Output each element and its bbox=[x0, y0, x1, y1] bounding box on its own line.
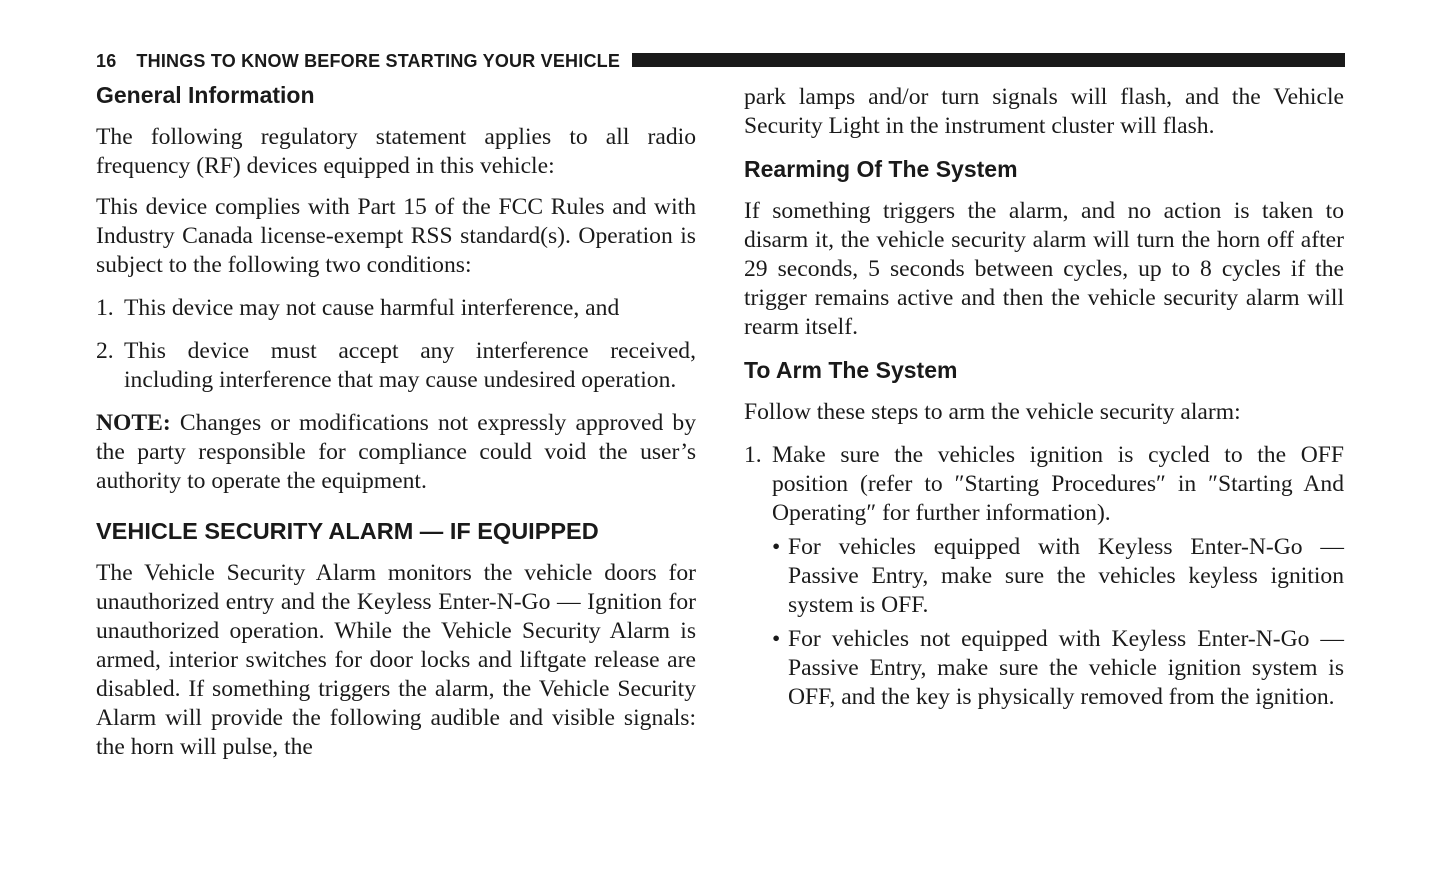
page-header bbox=[96, 48, 1345, 74]
rearming-paragraph: If something triggers the alarm, and no action is taken to disarm it, the vehicle security alarm will turn the horn off after 29 seconds, 5 seconds between cycles, up to 8 cycles if the trigger remains active and then the vehicle security alarm will rearm itself. bbox=[744, 198, 1344, 340]
list-text: This device may not cause harmful interference, and bbox=[124, 295, 620, 321]
general-information-heading: General Information bbox=[96, 82, 315, 108]
list-number: 2. bbox=[96, 338, 114, 364]
rearming-heading: Rearming Of The System bbox=[744, 156, 1018, 182]
note-paragraph bbox=[96, 409, 696, 496]
right-column bbox=[744, 84, 1344, 712]
arm-intro-paragraph: Follow these steps to arm the vehicle security alarm: bbox=[744, 399, 1241, 425]
bullet-icon: • bbox=[772, 534, 781, 560]
fcc-compliance-paragraph: This device complies with Part 15 of the FCC Rules and with Industry Canada license-exempt RSS standard(s). Operation is subject to the following two conditions: bbox=[96, 194, 696, 278]
header-rule bbox=[632, 53, 1345, 67]
bullet-text: For vehicles equipped with Keyless Enter-N-Go — Passive Entry, make sure the vehicles keyless ignition system is OFF. bbox=[788, 534, 1344, 618]
list-number: 1. bbox=[744, 442, 762, 468]
list-item bbox=[96, 294, 696, 323]
list-text: This device must accept any interference received, including interference that may cause undesired operation. bbox=[124, 338, 696, 393]
left-column bbox=[96, 84, 696, 762]
regulatory-intro-paragraph: The following regulatory statement applies to all radio frequency (RF) devices equipped in this vehicle: bbox=[96, 124, 696, 179]
alarm-description-paragraph: The Vehicle Security Alarm monitors the vehicle doors for unauthorized entry and the Keyless Enter-N-Go — Ignition for unauthorized operation. While the Vehicle Security Alarm is armed, interior switches for door locks and liftgate release are disabled. If something triggers the alarm, the Vehicle Security Alarm will provide the following audible and visible signals: the horn will pulse, the bbox=[96, 560, 696, 760]
bullet-item bbox=[772, 625, 1344, 712]
vehicle-security-alarm-heading: VEHICLE SECURITY ALARM — IF EQUIPPED bbox=[96, 518, 599, 544]
bullet-item bbox=[772, 533, 1344, 620]
list-item bbox=[96, 337, 696, 395]
bullet-text: For vehicles not equipped with Keyless Enter-N-Go — Passive Entry, make sure the vehicle ignition system is OFF, and the key is physically removed from the ignition. bbox=[788, 626, 1344, 710]
note-text: Changes or modifications not expressly approved by the party responsible for compliance could void the user’s authority to operate the equipment. bbox=[96, 410, 696, 494]
page-number: 16 bbox=[96, 50, 117, 71]
note-label: NOTE: bbox=[96, 410, 171, 436]
list-number: 1. bbox=[96, 295, 114, 321]
to-arm-heading: To Arm The System bbox=[744, 357, 958, 383]
chapter-title: THINGS TO KNOW BEFORE STARTING YOUR VEHICLE bbox=[136, 50, 621, 71]
list-item bbox=[744, 441, 1344, 528]
list-text: Make sure the vehicles ignition is cycled to the OFF position (refer to ″Starting Procedures″ in ″Starting And Operating″ for further information). bbox=[772, 442, 1344, 526]
bullet-icon: • bbox=[772, 626, 781, 652]
continued-paragraph: park lamps and/or turn signals will flash, and the Vehicle Security Light in the instrument cluster will flash. bbox=[744, 84, 1344, 139]
